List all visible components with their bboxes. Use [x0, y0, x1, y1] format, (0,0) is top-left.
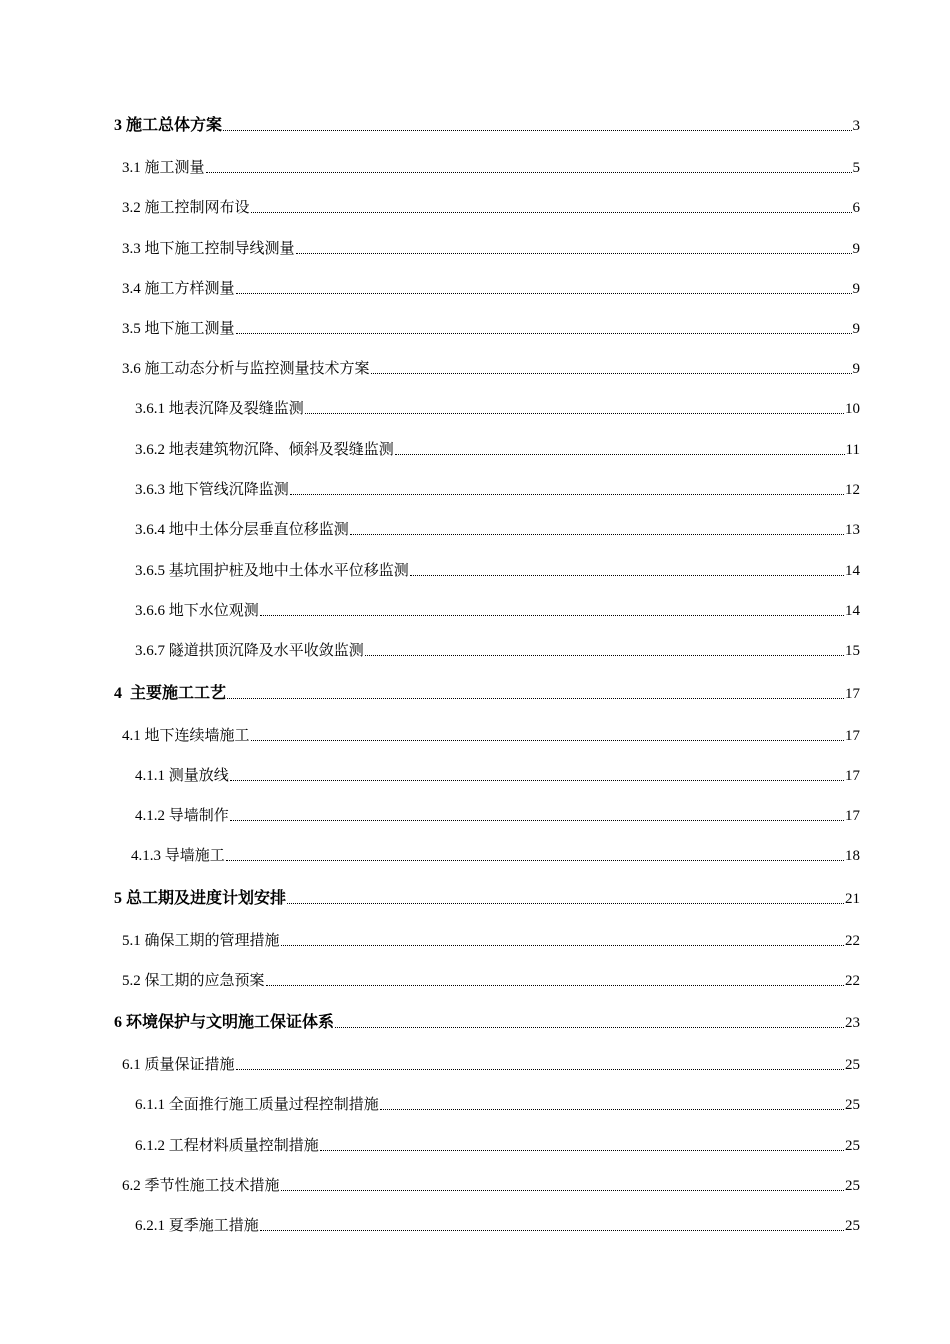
dot-leader	[251, 740, 844, 741]
toc-entry-title: 3.6.3 地下管线沉降监测	[135, 482, 289, 498]
toc-entry[interactable]	[135, 440, 860, 460]
dot-leader	[281, 945, 844, 946]
dot-leader	[350, 534, 844, 535]
toc-entry-title: 6.1.2 工程材料质量控制措施	[135, 1138, 319, 1154]
toc-entry-title: 4.1.2 导墙制作	[135, 808, 229, 824]
toc-entry-title: 4.1.3 导墙施工	[131, 848, 225, 864]
dot-leader	[227, 698, 844, 699]
toc-entry[interactable]	[122, 1055, 860, 1075]
dot-leader	[230, 780, 844, 781]
dot-leader	[226, 860, 844, 861]
toc-entry-page: 15	[845, 643, 860, 659]
toc-entry-title: 3.6.7 隧道拱顶沉降及水平收敛监测	[135, 643, 364, 659]
toc-entry-page: 25	[845, 1178, 860, 1194]
toc-entry-page: 13	[845, 522, 860, 538]
dot-leader	[335, 1027, 844, 1028]
toc-entry-page: 17	[845, 768, 860, 784]
toc-entry[interactable]	[122, 279, 860, 299]
toc-entry-page: 3	[852, 118, 860, 134]
toc-entry-page: 11	[845, 442, 860, 458]
dot-leader	[296, 253, 852, 254]
toc-entry-title: 3.6.2 地表建筑物沉降、倾斜及裂缝监测	[135, 442, 394, 458]
toc-entry-title: 5 总工期及进度计划安排	[114, 890, 287, 907]
toc-entry-title: 3.4 施工方样测量	[122, 281, 235, 297]
toc-entry-page: 25	[845, 1097, 860, 1113]
toc-entry[interactable]	[135, 399, 860, 419]
toc-entry-page: 9	[852, 281, 860, 297]
toc-entry-title: 3.1 施工测量	[122, 160, 205, 176]
dot-leader	[206, 172, 852, 173]
toc-entry-page: 9	[852, 321, 860, 337]
toc-entry[interactable]	[135, 601, 860, 621]
toc-entry-title: 3.6 施工动态分析与监控测量技术方案	[122, 361, 370, 377]
toc-entry-title: 3.6.5 基坑围护桩及地中土体水平位移监测	[135, 563, 409, 579]
toc-entry[interactable]	[122, 726, 860, 746]
dot-leader	[395, 454, 845, 455]
toc-entry-page: 25	[845, 1218, 860, 1234]
toc-entry-title: 6.2.1 夏季施工措施	[135, 1218, 259, 1234]
dot-leader	[365, 655, 844, 656]
toc-entry[interactable]	[122, 1176, 860, 1196]
toc-entry[interactable]	[114, 684, 860, 704]
toc-entry[interactable]	[122, 239, 860, 259]
toc-entry-title: 4.1.1 测量放线	[135, 768, 229, 784]
dot-leader	[236, 333, 852, 334]
toc-entry-title: 3.5 地下施工测量	[122, 321, 235, 337]
toc-entry[interactable]	[135, 561, 860, 581]
toc-entry[interactable]	[135, 1136, 860, 1156]
toc-entry[interactable]	[122, 931, 860, 951]
dot-leader	[251, 212, 852, 213]
toc-entry-title: 3.3 地下施工控制导线测量	[122, 241, 295, 257]
toc-entry-page: 25	[845, 1138, 860, 1154]
toc-entry[interactable]	[122, 198, 860, 218]
toc-entry-page: 22	[845, 973, 860, 989]
dot-leader	[281, 1190, 844, 1191]
dot-leader	[230, 820, 844, 821]
dot-leader	[410, 575, 844, 576]
toc-entry-title: 5.2 保工期的应急预案	[122, 973, 265, 989]
toc-entry-page: 9	[852, 361, 860, 377]
toc-entry[interactable]	[135, 480, 860, 500]
toc-entry[interactable]	[122, 158, 860, 178]
toc-entry-title: 6.1.1 全面推行施工质量过程控制措施	[135, 1097, 379, 1113]
toc-entry[interactable]	[114, 1013, 860, 1033]
toc-entry[interactable]	[114, 889, 860, 909]
toc-entry-title: 3.2 施工控制网布设	[122, 200, 250, 216]
toc-entry[interactable]	[122, 359, 860, 379]
toc-entry[interactable]	[135, 520, 860, 540]
toc-entry-page: 18	[845, 848, 860, 864]
toc-entry-page: 17	[845, 686, 860, 702]
toc-entry-title: 6 环境保护与文明施工保证体系	[114, 1014, 335, 1031]
dot-leader	[266, 985, 844, 986]
dot-leader	[260, 1230, 844, 1231]
dot-leader	[290, 494, 844, 495]
toc-entry[interactable]	[135, 1095, 860, 1115]
toc-entry-page: 21	[845, 891, 860, 907]
toc-entry[interactable]	[135, 1216, 860, 1236]
dot-leader	[371, 373, 852, 374]
toc-entry[interactable]	[122, 319, 860, 339]
toc-entry-title: 5.1 确保工期的管理措施	[122, 933, 280, 949]
toc-entry-page: 14	[845, 603, 860, 619]
toc-entry-page: 9	[852, 241, 860, 257]
toc-entry-title: 3.6.4 地中土体分层垂直位移监测	[135, 522, 349, 538]
toc-entry-page: 17	[845, 728, 860, 744]
dot-leader	[287, 903, 844, 904]
toc-entry-title: 3 施工总体方案	[114, 117, 223, 134]
toc-entry-title: 4.1 地下连续墙施工	[122, 728, 250, 744]
dot-leader	[260, 615, 844, 616]
dot-leader	[223, 130, 851, 131]
toc-entry[interactable]	[122, 971, 860, 991]
toc-entry[interactable]	[131, 846, 860, 866]
toc-entry-page: 5	[852, 160, 860, 176]
dot-leader	[320, 1150, 844, 1151]
toc-entry[interactable]	[135, 766, 860, 786]
dot-leader	[380, 1109, 844, 1110]
dot-leader	[305, 413, 844, 414]
toc-entry[interactable]	[135, 641, 860, 661]
toc-entry-page: 22	[845, 933, 860, 949]
toc-entry-title: 6.2 季节性施工技术措施	[122, 1178, 280, 1194]
dot-leader	[236, 1069, 844, 1070]
toc-entry[interactable]	[135, 806, 860, 826]
toc-entry-page: 6	[852, 200, 860, 216]
toc-entry-page: 23	[845, 1015, 860, 1031]
toc-entry-page: 25	[845, 1057, 860, 1073]
toc-entry-title: 4 主要施工工艺	[114, 685, 227, 702]
toc-entry[interactable]	[114, 116, 860, 136]
toc-entry-title: 3.6.1 地表沉降及裂缝监测	[135, 401, 304, 417]
toc-entry-page: 12	[845, 482, 860, 498]
toc-entry-page: 10	[845, 401, 860, 417]
toc-entry-page: 17	[845, 808, 860, 824]
dot-leader	[236, 293, 852, 294]
toc-entry-page: 14	[845, 563, 860, 579]
toc-entry-title: 6.1 质量保证措施	[122, 1057, 235, 1073]
toc-entry-title: 3.6.6 地下水位观测	[135, 603, 259, 619]
